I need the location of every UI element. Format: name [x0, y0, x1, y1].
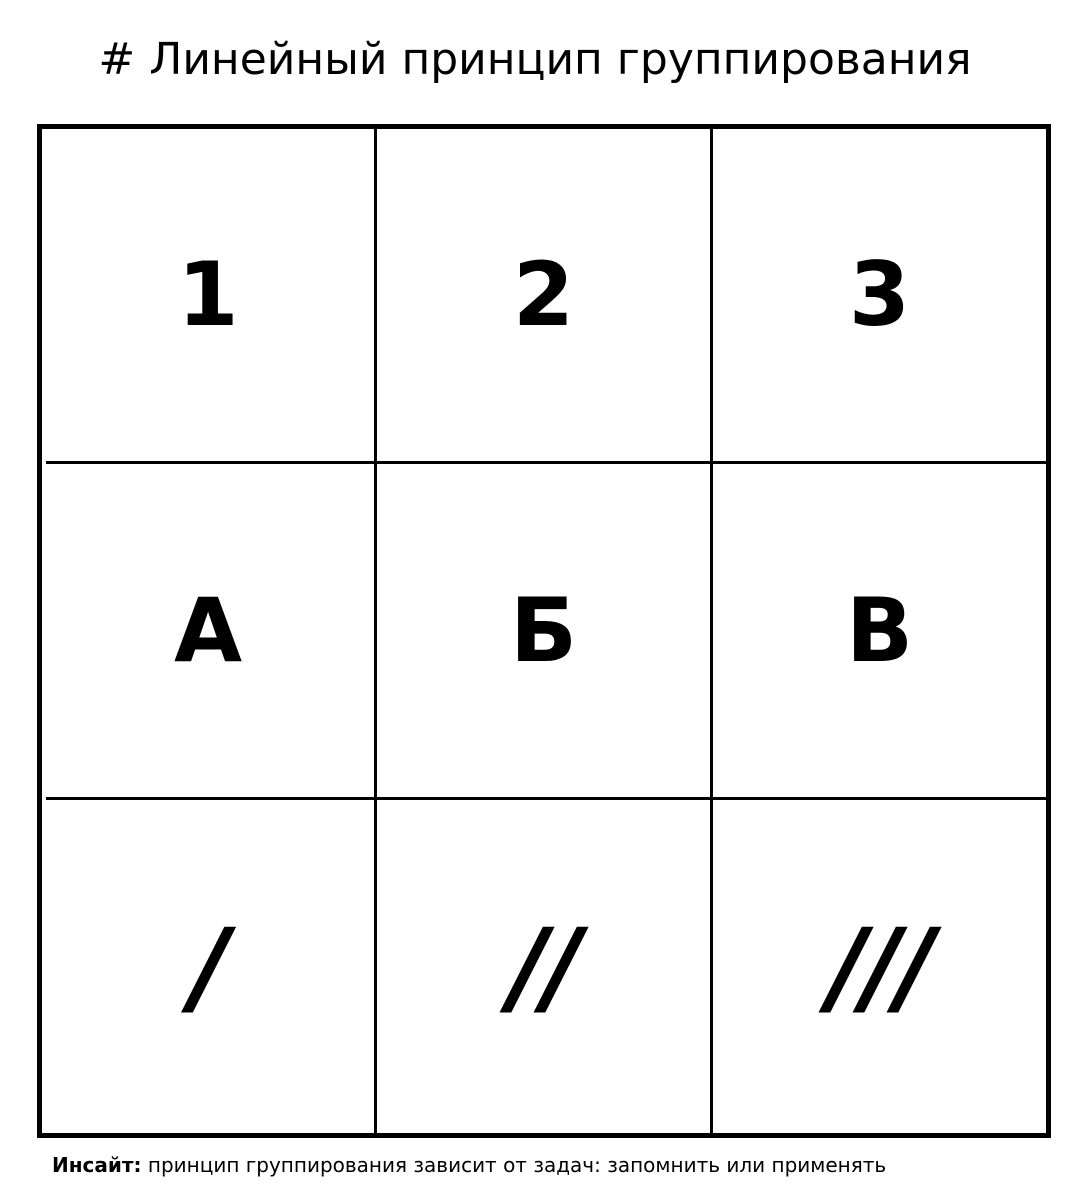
insight-note	[52, 1152, 886, 1178]
grid-cell-r3-c2: //	[509, 905, 578, 1028]
grid-cell-r2-c3: В	[845, 578, 914, 682]
grid-cell-r3-c1: /	[191, 905, 225, 1028]
insight-label: Инсайт:	[52, 1153, 142, 1177]
grid-cell-r1-c3: 3	[848, 243, 911, 346]
grid-cell-r2-c2: Б	[509, 578, 578, 682]
insight-text: принцип группирования зависит от задач: запомнить или применять	[141, 1153, 887, 1177]
grid-cell-r3-c3: ///	[828, 905, 931, 1028]
grouping-grid	[37, 124, 1051, 1138]
grid-cell-r1-c1: 1	[177, 243, 239, 346]
page-title: # Линейный принцип группирования	[98, 34, 972, 85]
grid-cell-r2-c1: А	[173, 578, 243, 682]
grid-cell-r1-c2: 2	[512, 243, 575, 346]
